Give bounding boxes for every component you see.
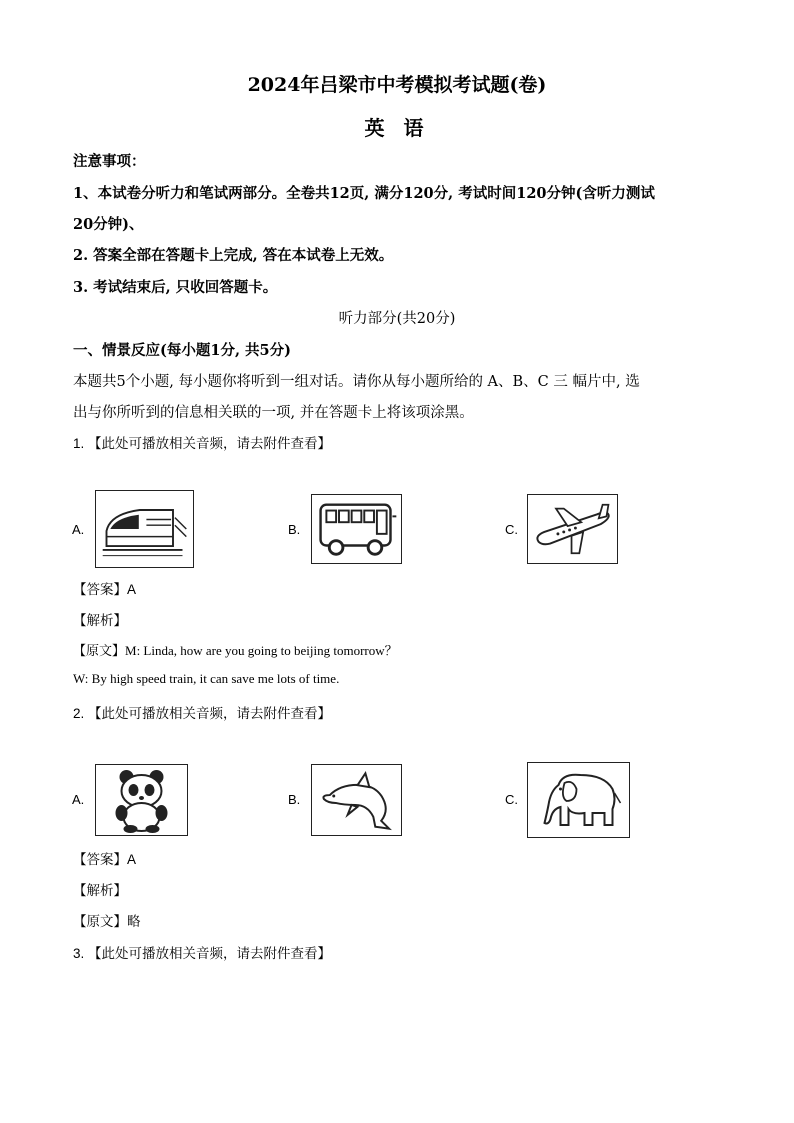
instructions-line-1: 本题共5个小题, 每小题你将听到一组对话。请你从每小题所给的 A、B、C 三 幅片中, 选 bbox=[73, 374, 640, 390]
exam-title: 2024年吕梁市中考模拟考试题(卷) bbox=[247, 74, 547, 96]
script-tag: 【原文】 bbox=[73, 914, 127, 929]
question-number: 2. bbox=[73, 706, 85, 721]
subject-title: 英 语 bbox=[364, 116, 430, 140]
answer-value: A bbox=[127, 852, 137, 867]
option-label: A. bbox=[72, 522, 85, 537]
notice-item-3: 3. 考试结束后, 只收回答题卡。 bbox=[73, 279, 278, 296]
script-text: 略 bbox=[127, 914, 141, 929]
airplane-icon[interactable] bbox=[527, 494, 618, 564]
analysis-tag: 【解析】 bbox=[73, 613, 127, 628]
analysis-tag: 【解析】 bbox=[73, 883, 127, 898]
script-line-1 bbox=[73, 910, 733, 930]
script-line-1 bbox=[73, 640, 733, 659]
answer-tag: 【答案】 bbox=[73, 582, 127, 597]
panda-icon[interactable] bbox=[95, 764, 188, 836]
option-label: C. bbox=[505, 522, 518, 537]
script-text: M: Linda, how are you going to beijing tomorrow？ bbox=[125, 643, 398, 658]
listening-section-title: 听力部分(共20分) bbox=[338, 311, 456, 327]
notice-heading: 注意事项： bbox=[73, 153, 146, 170]
notice-item-1-cont: 20分钟)、 bbox=[73, 216, 144, 233]
audio-note: 【此处可播放相关音频，请去附件查看】 bbox=[88, 436, 332, 451]
answer-tag: 【答案】 bbox=[73, 852, 127, 867]
option-label: B. bbox=[288, 792, 301, 807]
option-label: B. bbox=[288, 522, 301, 537]
audio-note: 【此处可播放相关音频，请去附件查看】 bbox=[88, 706, 332, 721]
question-3-header bbox=[73, 942, 733, 962]
dolphin-icon[interactable] bbox=[311, 764, 402, 836]
script-tag: 【原文】 bbox=[73, 643, 126, 658]
question-number: 1. bbox=[73, 436, 85, 451]
part1-title: 一、情景反应(每小题1分, 共5分) bbox=[73, 342, 291, 359]
notice-item-2: 2. 答案全部在答题卡上完成, 答在本试卷上无效。 bbox=[73, 247, 394, 264]
question-1-header bbox=[73, 432, 733, 452]
question-number: 3. bbox=[73, 946, 85, 961]
answer-line bbox=[73, 848, 733, 868]
instructions-line-2: 出与你所听到的信息相关联的一项, 并在答题卡上将该项涂黑。 bbox=[73, 405, 474, 421]
elephant-icon[interactable] bbox=[527, 762, 630, 838]
bus-icon[interactable] bbox=[311, 494, 402, 564]
option-label: C. bbox=[505, 792, 518, 807]
answer-value: A bbox=[127, 582, 137, 597]
notice-item-1: 1、本试卷分听力和笔试两部分。全卷共12页, 满分120分, 考试时间120分钟(含听力测试 bbox=[73, 185, 655, 202]
train-icon[interactable] bbox=[95, 490, 194, 568]
question-2-header bbox=[73, 702, 733, 722]
script-line-2: W: By high speed train, it can save me lots of time. bbox=[73, 671, 340, 686]
answer-line bbox=[73, 578, 733, 598]
option-label: A. bbox=[72, 792, 85, 807]
audio-note: 【此处可播放相关音频，请去附件查看】 bbox=[88, 946, 332, 961]
